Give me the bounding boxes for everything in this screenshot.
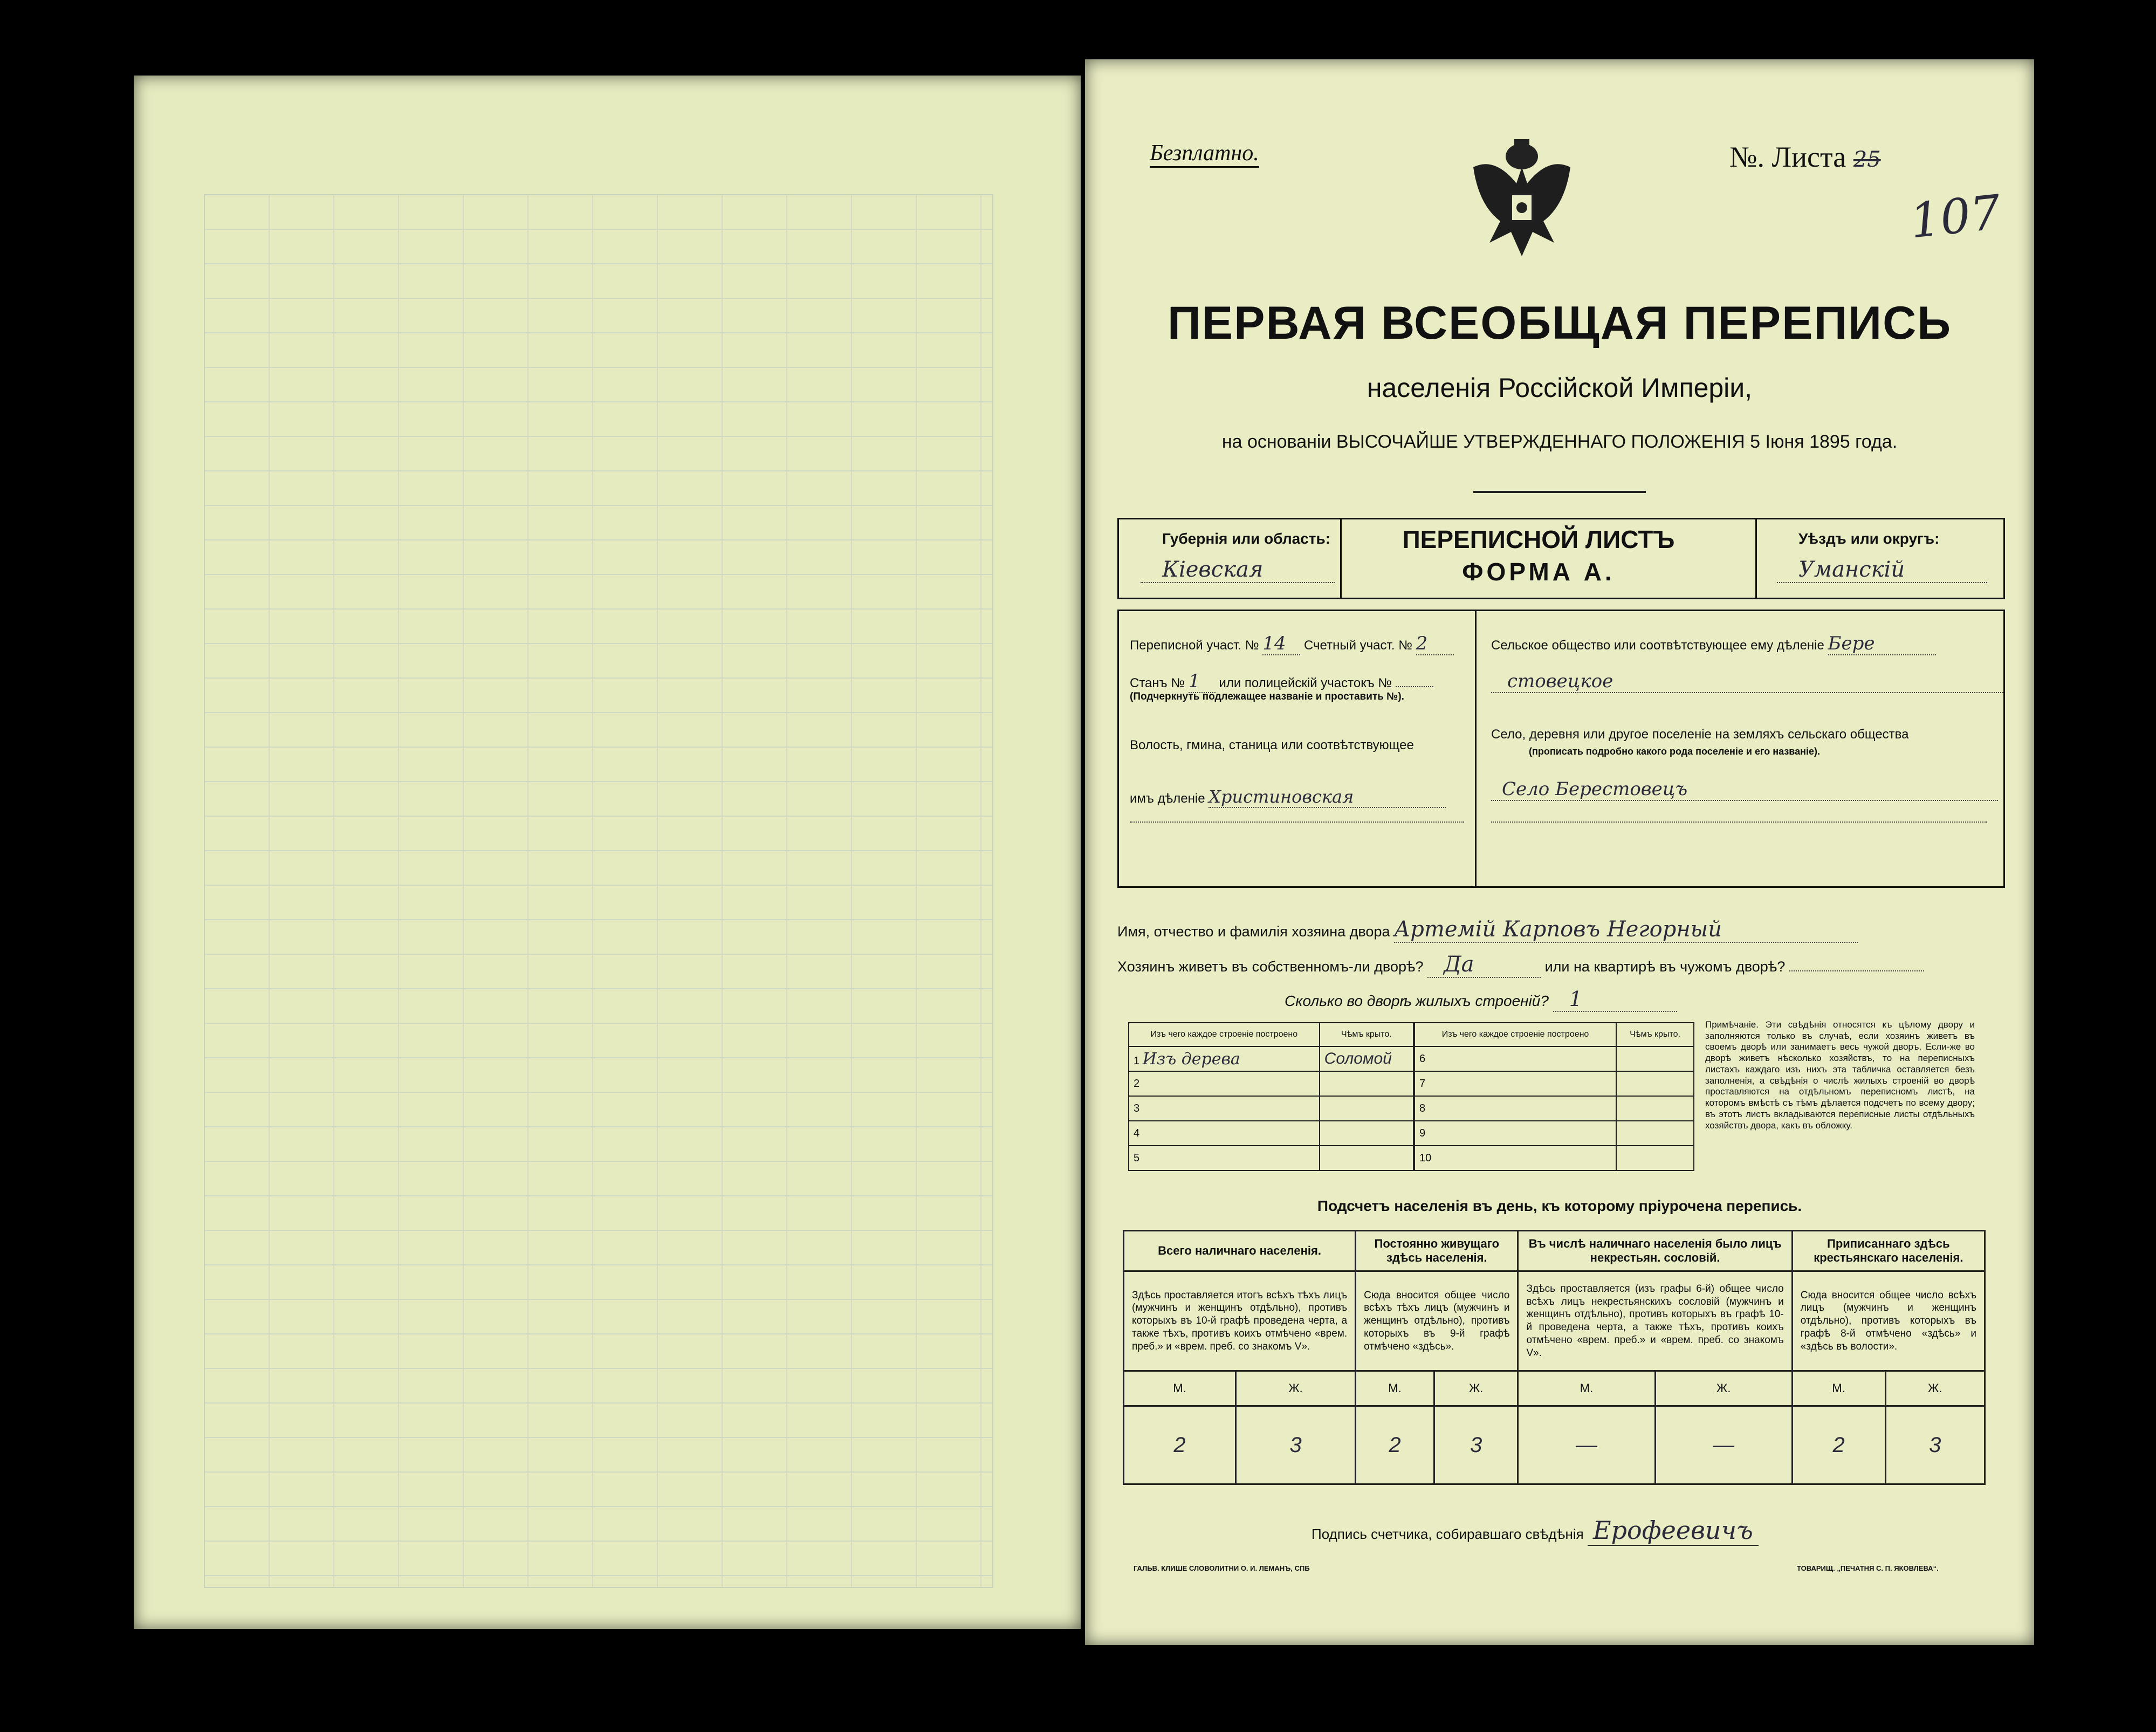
col-desc: Сюда вносится общее число всѣхъ лицъ (мужчинъ и женщинъ отдѣльно), противъ которыхъ въ графѣ 8-й отмѣчено «здѣсь» и «здѣсь въ волости». [1792, 1271, 1985, 1371]
col-built: Изъ чего каждое строеніе построено [1415, 1023, 1616, 1046]
faint-table-grid [204, 194, 993, 1588]
table-row: 7 [1415, 1071, 1694, 1096]
table-row: 10 [1415, 1146, 1694, 1170]
sheet-number-label: №. Листа 25 [1729, 141, 1881, 173]
buildings-note: Примѣчаніе. Эти свѣдѣнія относятся къ цѣлому двору и заполняются только въ случаѣ, если хозяинъ живетъ въ своемъ дворѣ или занимаетъ весь чужой дворъ. Если-же во дворѣ живетъ нѣсколько хозяйствъ, то на переписныхъ листахъ каждаго изъ нихъ эта табличка оставляется безъ заполненія, а свѣдѣнія о числѣ жилыхъ строеній во дворѣ проставляются на отдѣльномъ переписномъ листѣ, на которомъ вмѣстѣ съ тѣмъ дѣлается подсчетъ по всему двору; въ этотъ листъ вкладываются переписные листы отдѣльныхъ хозяйствъ двора, какъ въ обложку. [1705, 1019, 1975, 1131]
uezd-label: Уѣздъ или округъ: [1798, 530, 1940, 547]
buildings-table-right [1414, 1022, 1694, 1171]
female-label: Ж. [1655, 1371, 1792, 1406]
free-label: Безплатно. [1150, 140, 1259, 168]
col-head: Постоянно живущаго здѣсь населенія. [1356, 1231, 1518, 1271]
form-head-box [1117, 518, 2005, 599]
form-basis: на основаніи ВЫСОЧАЙШЕ УТВЕРЖДЕННАГО ПОЛОЖЕНІЯ 5 Іюня 1895 года. [1221, 432, 1898, 452]
blank-line [1130, 821, 1464, 823]
col-desc: Здѣсь проставляется итогъ всѣхъ тѣхъ лицъ (мужчинъ и женщинъ отдѣльно), противъ которыхъ въ 10-й графѣ проведена черта, а также тѣхъ, противъ коихъ отмѣчено «врем. преб.» и «врем. преб. со знакомъ V». [1124, 1271, 1356, 1371]
female-label: Ж. [1236, 1371, 1356, 1406]
divider [1475, 611, 1477, 886]
left-page [134, 76, 1081, 1629]
table-row: 5 [1129, 1146, 1413, 1170]
printer-right: ТОВАРИЩ. „ПЕЧАТНЯ С. П. ЯКОВЛЕВА“. [1797, 1564, 1939, 1572]
district-row: Переписной участ. № 14 Счетный участ. № 2 [1130, 633, 1454, 655]
female-value: 3 [1236, 1406, 1356, 1484]
uezd-value: Уманскій [1777, 557, 1987, 583]
printer-left: ГАЛЬВ. КЛИШЕ СЛОВОЛИТНИ О. И. ЛЕМАНЪ, СПБ [1134, 1564, 1310, 1572]
female-value: — [1655, 1406, 1792, 1484]
volost-label: Волость, гмина, станица или соотвѣтствующее [1130, 738, 1414, 752]
male-label: М. [1518, 1371, 1655, 1406]
society-value-cont: стовецкое [1491, 670, 2003, 693]
population-title: Подсчетъ населенія въ день, къ которому пріурочена перепись. [1317, 1197, 1802, 1214]
table-row: 8 [1415, 1096, 1694, 1121]
female-label: Ж. [1434, 1371, 1518, 1406]
form-a-title: ФОРМА А. [1462, 558, 1615, 586]
col-roof: Чѣмъ крыто. [1616, 1023, 1694, 1046]
male-label: М. [1792, 1371, 1885, 1406]
table-row: 1 Изъ дерева Соломой [1129, 1046, 1413, 1071]
owner-row: Имя, отчество и фамилія хозяина двора Артемій Карповъ Негорный [1117, 917, 1858, 943]
col-head: Приписаннаго здѣсь крестьянскаго населенія. [1792, 1231, 1985, 1271]
table-row: 4 [1129, 1121, 1413, 1146]
lives-row: Хозяинъ живетъ въ собственномъ-ли дворѣ? Да или на квартирѣ въ чужомъ дворѣ? [1117, 952, 1924, 978]
imperial-eagle-emblem [1462, 135, 1581, 264]
village-value: Село Берестовецъ [1491, 778, 1998, 801]
gubernia-value: Кіевская [1141, 557, 1335, 583]
col-head: Въ числѣ наличнаго населенія было лицъ некрестьян. сословій. [1518, 1231, 1792, 1271]
form-subtitle: населенія Россійской Имперіи, [1367, 373, 1753, 403]
signature-value: Ерофеевичъ [1588, 1516, 1759, 1546]
male-label: М. [1356, 1371, 1434, 1406]
male-value: 2 [1124, 1406, 1236, 1484]
village-note: (прописать подробно какого рода поселеніе и его названіе). [1529, 746, 1821, 757]
village-label: Село, деревня или другое поселеніе на земляхъ сельскаго общества [1491, 727, 1909, 742]
female-value: 3 [1434, 1406, 1518, 1484]
buildings-row: Сколько во дворѣ жилыхъ строеній? 1 [1285, 987, 1677, 1012]
col-desc: Сюда вносится общее число всѣхъ тѣхъ лицъ (мужчинъ и женщинъ отдѣльно), противъ которыхъ въ 9-й графѣ отмѣчено «здѣсь». [1356, 1271, 1518, 1371]
gubernia-label: Губернія или область: [1162, 530, 1331, 547]
volost-row: имъ дѣленіе Христиновская [1130, 786, 1446, 808]
location-fields-box [1117, 610, 2005, 888]
census-form-page [1085, 59, 2034, 1645]
male-value: 2 [1792, 1406, 1885, 1484]
table-row: 6 [1415, 1046, 1694, 1071]
underline-note: (Подчеркнуть подлежащее названіе и проставить №). [1130, 691, 1404, 702]
male-value: 2 [1356, 1406, 1434, 1484]
male-label: М. [1124, 1371, 1236, 1406]
form-title: ПЕРВАЯ ВСЕОБЩАЯ ПЕРЕПИСЬ [1167, 297, 1952, 349]
table-row: 9 [1415, 1121, 1694, 1146]
col-desc: Здѣсь проставляется (изъ графы 6-й) общее число всѣхъ лицъ некрестьянскихъ сословій (мужчинъ и женщинъ отдѣльно), противъ которыхъ въ графѣ 10-й проведена черта, а также тѣхъ, противъ коихъ отмѣчено «врем. преб.» и «врем. преб. со знакомъ V». [1518, 1271, 1792, 1371]
table-row: 3 [1129, 1096, 1413, 1121]
population-table [1123, 1230, 1986, 1485]
table-row: 2 [1129, 1071, 1413, 1096]
female-value: 3 [1885, 1406, 1985, 1484]
sheet-title: ПЕРЕПИСНОЙ ЛИСТЪ [1402, 525, 1675, 553]
buildings-table-left [1128, 1022, 1414, 1171]
col-head: Всего наличнаго населенія. [1124, 1231, 1356, 1271]
divider [1755, 519, 1757, 598]
female-label: Ж. [1885, 1371, 1985, 1406]
signature-row: Подпись счетчика, собиравшаго свѣдѣнія Ерофеевичъ [1312, 1516, 1759, 1545]
stan-row: Станъ № 1 или полицейскій участокъ № [1130, 670, 1433, 693]
col-roof: Чѣмъ крыто. [1320, 1023, 1413, 1046]
blank-line [1491, 821, 1987, 823]
society-row: Сельское общество или соотвѣтствующее ему дѣленіе Бере [1491, 633, 1936, 655]
ornament-divider [1473, 491, 1646, 493]
col-built: Изъ чего каждое строеніе построено [1129, 1023, 1320, 1046]
sheet-number-handwritten: 107 [1907, 184, 2003, 249]
male-value: — [1518, 1406, 1655, 1484]
